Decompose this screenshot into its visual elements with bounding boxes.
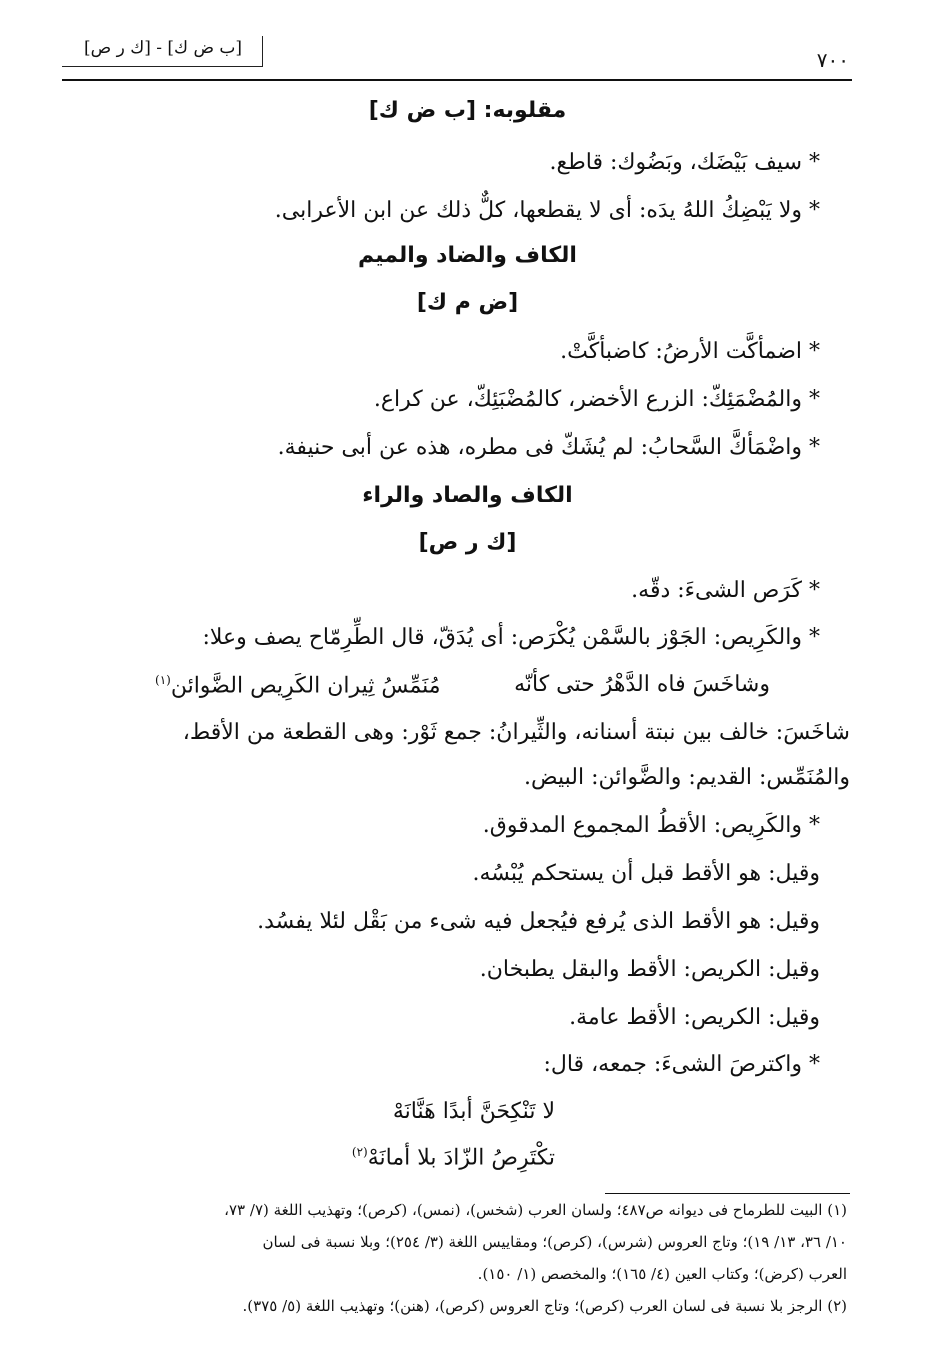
footnote-line: (١) البيت للطرماح فى ديوانه ص٤٨٧؛ ولسان العرب (شخس)، (نمس)، (كرص)؛ وتهذيب اللغة (٧/ ٧٣،	[224, 1201, 847, 1219]
section-heading: الكاف والضاد والميم	[358, 243, 577, 268]
text-line: * كَرَص الشىءَ: دقّه.	[631, 578, 820, 603]
text-line: * سيف بَيْضَك، وبَضُوك: قاطع.	[549, 150, 820, 175]
text-line: وقيل: هو الأقط قبل أن يستحكم يُبْسُه.	[472, 861, 820, 886]
text-line: وقيل: هو الأقط الذى يُرفع فيُجعل فيه شىء من بَقْل لئلا يفسُد.	[257, 909, 820, 934]
text-line: * ولا يَبْضِكُ اللهُ يدَه: أى لا يقطعها، كلٌّ ذلك عن ابن الأعرابى.	[274, 198, 820, 223]
header-rule	[62, 79, 852, 81]
text-line: * اضمأكَّت الأرضُ: كاضبأكَّتْ.	[560, 339, 820, 364]
page-number: ٧٠٠	[816, 48, 849, 72]
text-line: * والكَرِيص: الأقطُ المجموع المدقوق.	[482, 813, 820, 838]
poem-line: $^{(٢)}$تكْتَرِصُ الزّادَ بلا أمانَهْ	[351, 1145, 555, 1171]
text-line: * واضْمَأكَّ السَّحابُ: لم يُشَكّ فى مطره، هذه عن أبى حنيفة.	[277, 435, 820, 460]
text-line: والمُنَمِّس: القديم: والضَّوائن: البيض.	[524, 765, 850, 790]
footnote-line: العرب (كرض)؛ وكتاب العين (٤/ ١٦٥)؛ والمخصص (١/ ١٥٠).	[477, 1265, 847, 1283]
text-line: * واكترصَ الشىءَ: جمعه، قال:	[543, 1052, 820, 1077]
footnote-marker: (١)	[155, 673, 171, 687]
text-line: وقيل: الكريص: الأقط عامة.	[569, 1005, 820, 1030]
running-title: [ب ض ك] - [ك ر ص]	[84, 38, 243, 58]
footnote-rule	[605, 1193, 850, 1194]
footnote-line: ١٠/ ٣٦، ١٣/ ١٩)؛ وتاج العروس (شرس)، (كرص)؛ ومقاييس اللغة (٣/ ٢٥٤)؛ وبلا نسبة فى لسان	[262, 1233, 847, 1251]
poem-line: لا تَنْكِحَنَّ أبدًا هَنَّانَهْ	[392, 1099, 555, 1124]
poem-hemistich-1: وشاخَسَ فاه الدَّهْرُ حتى كأنّه	[514, 672, 770, 697]
section-heading: مقلوبه: [ب ض ك]	[368, 98, 567, 123]
text-line: وقيل: الكريص: الأقط والبقل يطبخان.	[479, 957, 820, 982]
text-line: * والمُضْمَئِكّ: الزرع الأخضر، كالمُضْبَئِكّ، عن كراع.	[373, 387, 820, 412]
poem-hemistich-2: $^{(١)}$مُنَمِّسُ ثِيران الكَرِيص الضَّوائن	[155, 673, 441, 699]
section-heading: الكاف والصاد والراء	[362, 483, 573, 508]
footnote-line: (٢) الرجز بلا نسبة فى لسان العرب (كرص)؛ وتاج العروس (كرص)، (هنن)؛ وتهذيب اللغة (٥/ ٣٧٥).	[242, 1297, 847, 1315]
footnote-marker: (٢)	[351, 1145, 368, 1159]
text-line: * والكَرِيص: الجَوْز بالسَّمْن يُكْرَص: أى يُدَقّ، قال الطِّرِمّاح يصف وعلا:	[202, 625, 820, 650]
text-line: شاخَسَ: خالف بين نبتة أسنانه، والثِّيرانُ: جمع ثَوْر: وهى القطعة من الأقط،	[182, 720, 850, 745]
root-heading: [ض م ك]	[416, 290, 519, 315]
root-heading: [ك ر ص]	[418, 530, 517, 555]
